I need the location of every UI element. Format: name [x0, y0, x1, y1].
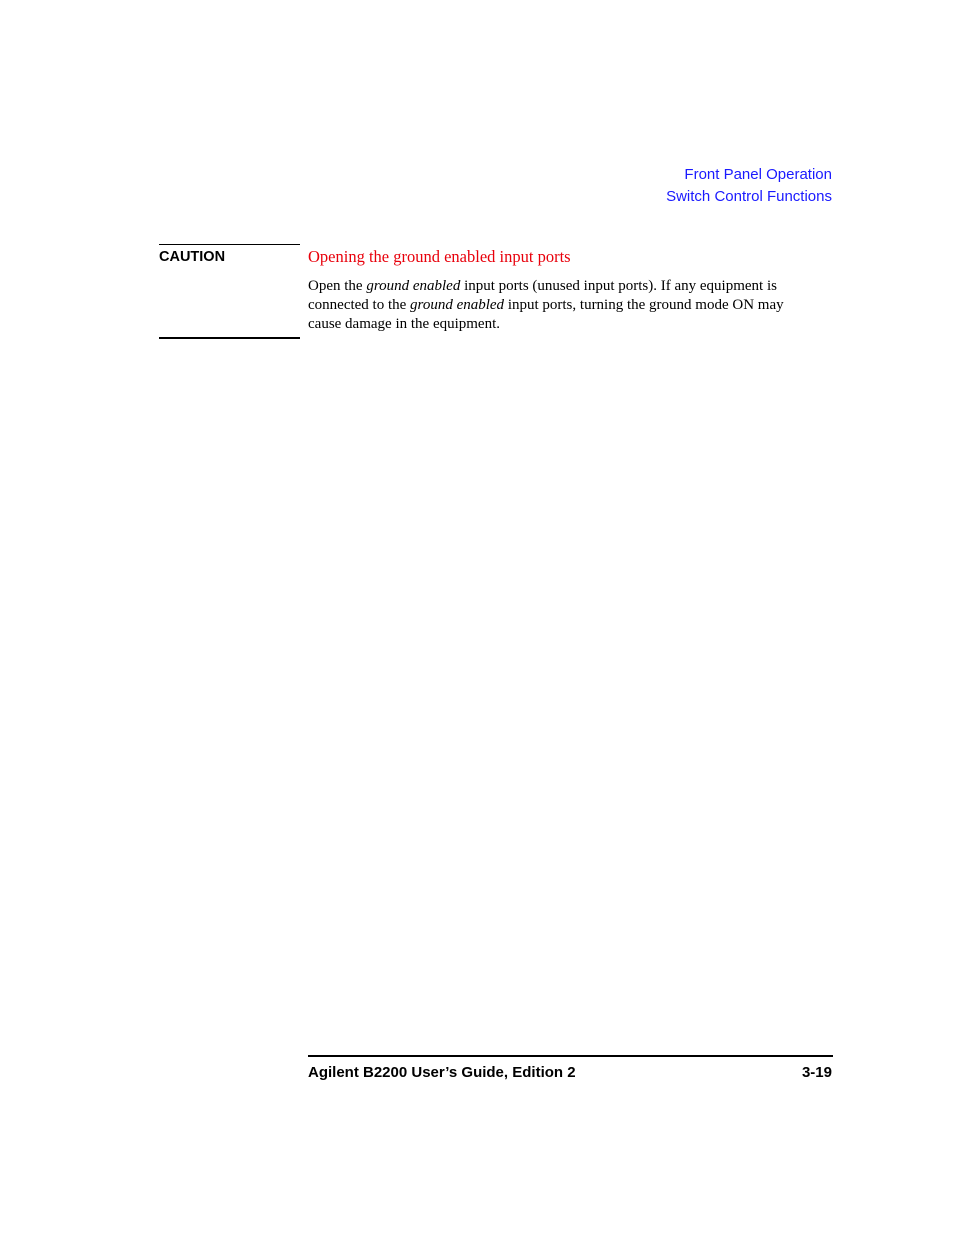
- caution-top-rule: [159, 244, 300, 245]
- caution-body-text-2: input ports (unused input ports). If any equipment is connected to the: [308, 278, 777, 313]
- footer-page-number: 3-19: [801, 1064, 832, 1081]
- caution-body-emphasis-1: ground enabled: [366, 278, 461, 294]
- caution-body: [308, 277, 818, 334]
- header-link-chapter[interactable]: Front Panel Operation: [684, 166, 832, 183]
- header-link-section[interactable]: Switch Control Functions: [666, 188, 832, 205]
- caution-label: CAUTION: [159, 249, 226, 265]
- caution-bottom-rule: [159, 337, 300, 339]
- caution-title: Opening the ground enabled input ports: [308, 247, 571, 266]
- footer-rule: [308, 1055, 833, 1057]
- footer-document-title: Agilent B2200 User’s Guide, Edition 2: [308, 1064, 576, 1081]
- caution-body-text-3: input ports, turning the ground mode ON may cause damage in the equipment.: [308, 297, 784, 332]
- caution-body-text-1: Open the: [308, 278, 367, 294]
- caution-body-emphasis-2: ground enabled: [410, 297, 505, 313]
- running-header: [666, 164, 832, 208]
